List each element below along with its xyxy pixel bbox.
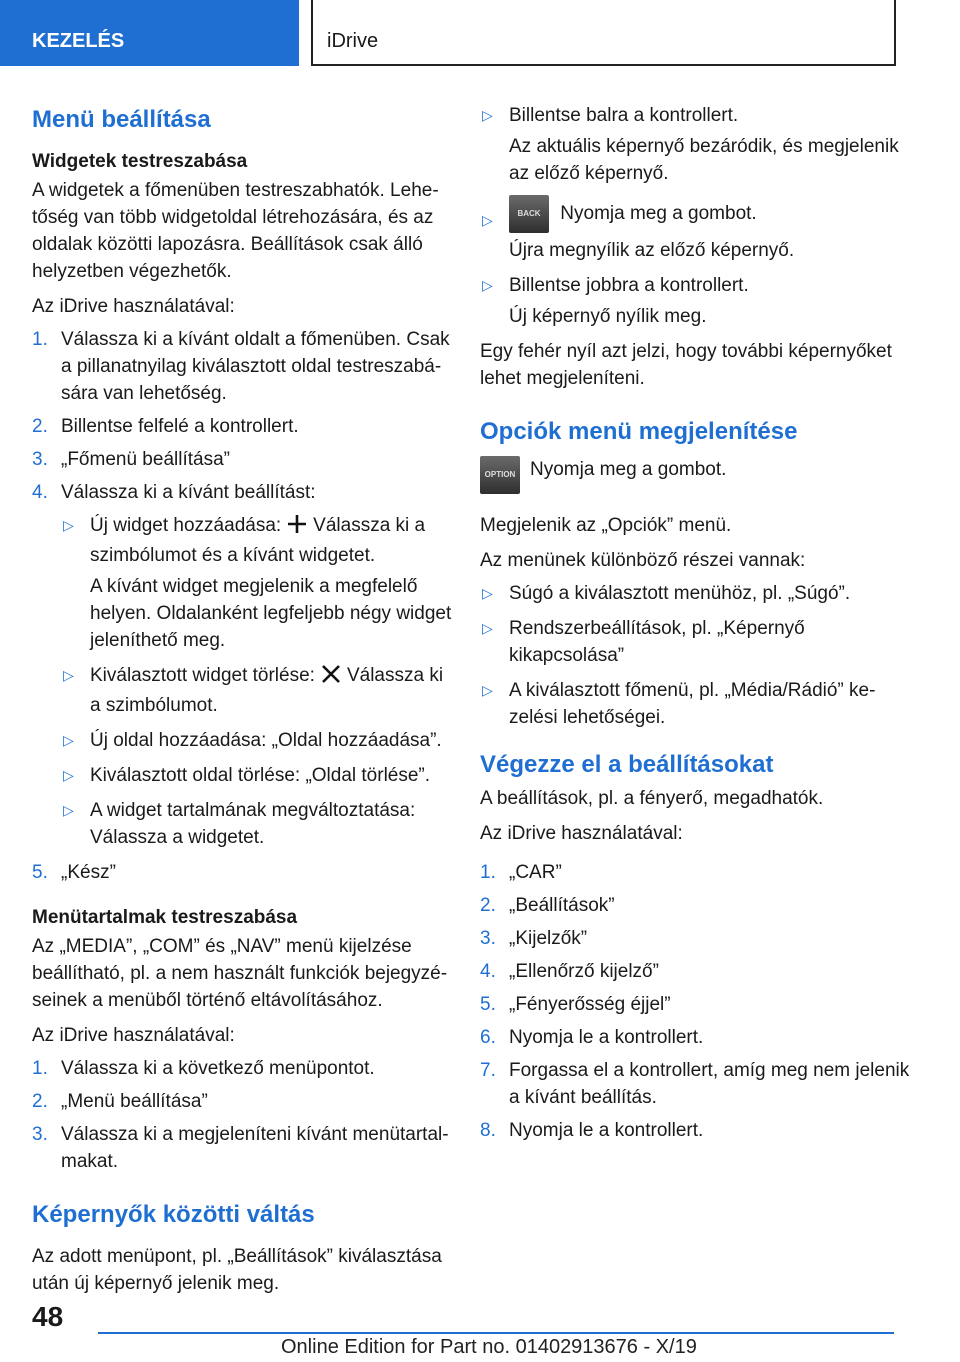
list-item: ▷ Súgó a kiválasztott menühöz, pl. „Súgó”. (482, 583, 851, 604)
list-item: ▷ A kiválasztott főmenü, pl. „Média/Rádió” kezelési lehetőségei. (482, 680, 876, 728)
paragraph-widgets: A widgetek a főmenüben testreszabhatók. Lehetőség van több widgetoldal létrehozására, és az oldalak közötti lapozásra. Beállítások csak álló helyzetben végezhetők. (32, 180, 439, 282)
list-item: 3. „Főmenü beállítása” (32, 449, 230, 470)
heading-menu-content: Menütartalmak testreszabása (32, 907, 298, 928)
list-item: 2. „Beállítások” (480, 895, 615, 916)
list-item: ▷ BACK Nyomja meg a gombot. Újra megnyílik az előző képernyő. (480, 195, 910, 264)
list-item: ▷ Kiválasztott oldal törlése: „Oldal törlése”. (63, 765, 431, 786)
paragraph-arrow: Egy fehér nyíl azt jelzi, hogy további képernyőket lehet megjeleníteni. (480, 341, 892, 389)
paragraph-menu-content: Az „MEDIA”, „COM” és „NAV” menü kijelzése beállítható, pl. a nem használt funkciók bejegyzéseinek a menüből történő eltávolításához. (32, 936, 448, 1011)
list-item: ▷ Billentse jobbra a kontrollert. Új képernyő nyílik meg. (482, 275, 749, 327)
list-item: 5. „Fényerősség éjjel” (480, 994, 671, 1015)
paragraph-options-shown: Megjelenik az „Opciók” menü. (480, 515, 732, 536)
option-press-row: OPTION Nyomja meg a gombot. (480, 456, 910, 494)
list-item: 6. Nyomja le a kontrollert. (480, 1027, 704, 1048)
navigation-list (480, 102, 910, 330)
steps-list-menu-content (32, 1055, 452, 1175)
list-item: ▷ Új oldal hozzáadása: „Oldal hozzáadása”. (63, 730, 442, 751)
right-column (480, 98, 910, 1150)
list-item: 4. Válassza ki a kívánt beállítást: ▷ Új widget hozzáadása: Válassza ki a szimbólumot és a kívánt widgetet. A kívánt widget megjelenik a megfelelő helyen. Oldalanként legfeljebb négy widget jeleníthető meg. ▷ Kiválasztott widget törlése: Válassza ki a szimbólumot. ▷ Új oldal hozzáadása: „Oldal hozzáadása”. ▷ Kiválasztott oldal törlése: „Oldal törlése”. ▷ A widget tartalmának megváltoztatása: Válassza a widgetet. (32, 479, 452, 851)
list-item: 1. Válassza ki a kívánt oldalt a főmenüben. Csak a pillanatnyilag kiválasztott oldal testreszabására van lehetőség. (32, 329, 450, 404)
list-item: ▷ Új widget hozzáadása: Válassza ki a szimbólumot és a kívánt widgetet. A kívánt widget megjelenik a megfelelő helyen. Oldalanként legfeljebb négy widget jeleníthető meg. (63, 515, 452, 651)
left-column (32, 98, 452, 1297)
list-item: 2. Billentse felfelé a kontrollert. (32, 416, 299, 437)
option-button-image: OPTION (480, 456, 520, 494)
list-item: 3. „Kijelzők” (480, 928, 588, 949)
paragraph-settings: A beállítások, pl. a fényerő, megadhatók. (480, 788, 824, 809)
section-header: KEZELÉS (0, 0, 299, 66)
heading-menu-settings: Menü beállítása (32, 106, 211, 133)
list-item: 2. „Menü beállítása” (32, 1091, 208, 1112)
list-item: 3. Válassza ki a megjeleníteni kívánt menütartalmakat. (32, 1124, 449, 1172)
menu-parts-list (480, 580, 910, 731)
page-number: 48 (32, 1301, 64, 1332)
back-button-image: BACK (509, 195, 549, 233)
paragraph-idrive: Az iDrive használatával: (480, 823, 683, 844)
paragraph-idrive: Az iDrive használatával: (32, 296, 235, 317)
steps-list-widgets (32, 326, 452, 886)
edition-info: Online Edition for Part no. 01402913676 - X/19 (281, 1336, 697, 1358)
footer-divider (98, 1332, 894, 1334)
heading-widgets: Widgetek testreszabása (32, 151, 248, 172)
list-item: ▷ A widget tartalmának megváltoztatása: Válassza a widgetet. (63, 800, 416, 848)
list-item: 8. Nyomja le a kontrollert. (480, 1120, 704, 1141)
list-item: ▷ Billentse balra a kontrollert. Az aktuális képernyő bezáródik, és megjelenik az előző képernyő. (482, 105, 899, 184)
chapter-title: iDrive (311, 0, 896, 66)
heading-options-menu: Opciók menü megjelenítése (480, 418, 798, 445)
list-item: 1. „CAR” (480, 862, 562, 883)
steps-list-settings (480, 859, 910, 1144)
paragraph-menu-parts: Az menünek különböző részei vannak: (480, 550, 806, 571)
list-item: 5. „Kész” (32, 862, 116, 883)
plus-icon (287, 514, 307, 542)
paragraph-idrive: Az iDrive használatával: (32, 1025, 235, 1046)
list-item: ▷ Kiválasztott widget törlése: Válassza ki a szimbólumot. (63, 665, 444, 716)
list-item: 4. „Ellenőrző kijelző” (480, 961, 659, 982)
list-item: 7. Forgassa el a kontrollert, amíg meg nem jelenik a kívánt beállítás. (480, 1060, 910, 1108)
list-item: ▷ Rendszerbeállítások, pl. „Képernyő kikapcsolása” (482, 618, 805, 666)
close-icon (321, 664, 341, 692)
list-item: 1. Válassza ki a következő menüpontot. (32, 1058, 375, 1079)
heading-screen-switch: Képernyők közötti váltás (32, 1201, 315, 1228)
sub-options-list (61, 512, 452, 851)
heading-settings: Végezze el a beállításokat (480, 751, 774, 778)
paragraph-screen-switch: Az adott menüpont, pl. „Beállítások” kiválasztása után új képernyő jelenik meg. (32, 1246, 442, 1294)
